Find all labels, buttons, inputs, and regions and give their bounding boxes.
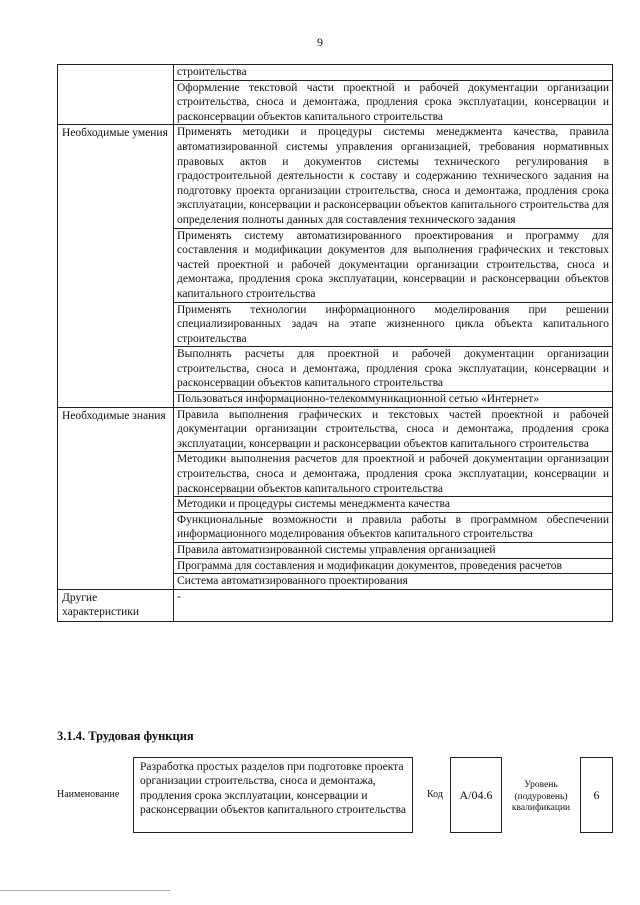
row-label-skills: Необходимые умения (58, 125, 174, 407)
name-label: Наименование (57, 789, 120, 800)
table-cell: Правила автоматизированной системы управления организацией (174, 543, 613, 559)
code-label: Код (427, 789, 443, 800)
footer-divider (0, 890, 170, 891)
table-cell: строительства (174, 65, 613, 81)
table-cell: Система автоматизированного проектирования (174, 574, 613, 590)
table-cell: Оформление текстовой части проектной и рабочей документации организации строительства, сноса и демонтажа, продления срока эксплуатации, консервации и расконсервации объектов капитального строительства (174, 80, 613, 125)
level-label: Уровень (подуровень) квалификации (511, 780, 571, 813)
table-cell: Применять методики и процедуры системы менеджмента качества, правила автоматизированной системы управления организацией, требования нормативных правовых актов и документов системы технического регулирования в градостроительной деятельности к составу и содержанию технического задания на подготовку проекта организации строительства, сноса и демонтажа, продления срока эксплуатации, консервации и расконсервации объектов капитального строительства для определения полноты данных для составления технического задания (174, 125, 613, 228)
table-cell: Пользоваться информационно-телекоммуникационной сетью «Интернет» (174, 392, 613, 408)
function-name-box: Разработка простых разделов при подготовке проекта организации строительства, сноса и демонтажа, продления срока эксплуатации, консервации и расконсервации объектов капитального строительства (133, 757, 413, 833)
table-cell: - (174, 589, 613, 621)
requirements-table (57, 64, 613, 622)
row-label-knowledge: Необходимые знания (58, 407, 174, 589)
code-box: A/04.6 (450, 757, 502, 833)
table-row (58, 407, 613, 452)
table-row (58, 65, 613, 81)
page-number: 9 (317, 35, 323, 49)
table-cell: Методики и процедуры системы менеджмента качества (174, 497, 613, 513)
table-row (58, 125, 613, 228)
table-cell: Правила выполнения графических и текстовых частей проектной и рабочей документации организации строительства, сноса и демонтажа, продления срока эксплуатации, консервации и расконсервации объектов капитального строительства (174, 407, 613, 452)
table-cell: Применять технологии информационного моделирования при решении специализированных задач на этапе жизненного цикла объекта капитального строительства (174, 302, 613, 347)
section-title: 3.1.4. Трудовая функция (57, 729, 194, 743)
level-box: 6 (580, 757, 613, 833)
row-label-other: Другие характеристики (58, 589, 174, 621)
table-row (58, 589, 613, 621)
table-cell: Методики выполнения расчетов для проектной и рабочей документации организации строительства, сноса и демонтажа, продления срока эксплуатации, консервации и расконсервации объектов капитального строительства (174, 452, 613, 497)
row-label (58, 65, 174, 125)
table-cell: Функциональные возможности и правила работы в программном обеспечении информационного моделирования объектов капитального строительства (174, 512, 613, 542)
table-cell: Выполнять расчеты для проектной и рабочей документации организации строительства, сноса и демонтажа, продления срока эксплуатации, консервации и расконсервации объектов капитального строительства (174, 347, 613, 392)
table-cell: Программа для составления и модификации документов, проведения расчетов (174, 558, 613, 574)
table-cell: Применять систему автоматизированного проектирования и программу для составления и модификации документов для выполнения графических и текстовых частей проектной и рабочей документации организации строительства, сноса и демонтажа, продления срока эксплуатации, консервации и расконсервации объектов капитального строительства (174, 228, 613, 302)
